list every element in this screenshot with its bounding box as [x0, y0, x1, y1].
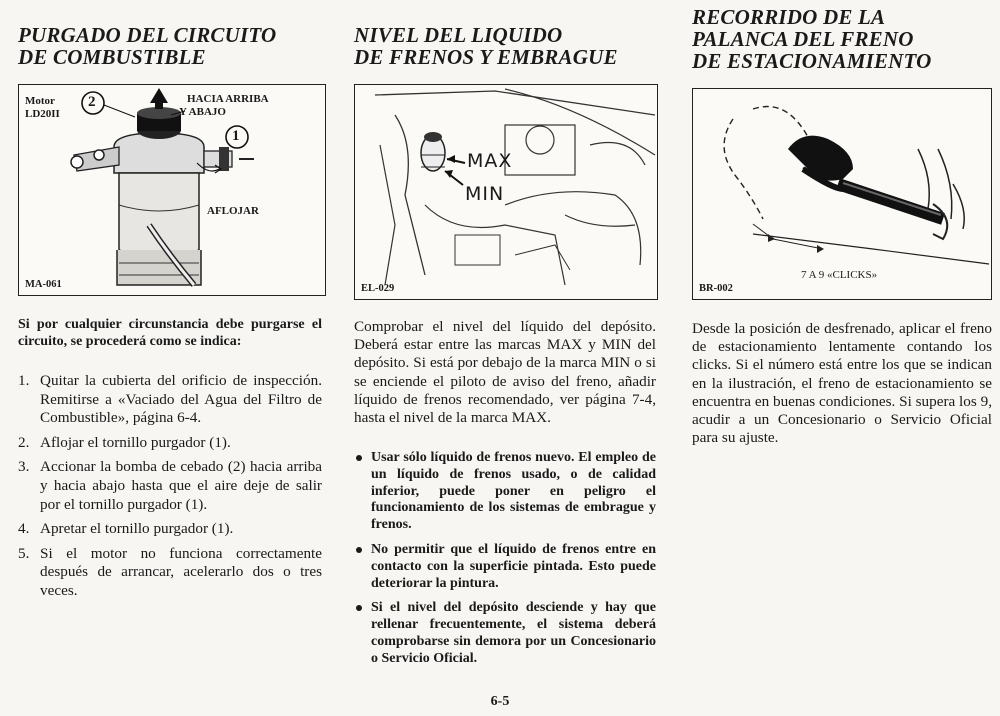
parking-brake-body: Desde la posición de desfrenado, aplicar el freno de estacionamiento lentamente contando los clicks. Si el número está entre los que se indican en la ilustración, el freno de estacionamiento se encuentra en buenas condiciones. Si supera los 9, acudir a un Concesionario o Servicio Oficial para su ajuste.	[692, 320, 992, 447]
brake-fluid-body: Comprobar el nivel del líquido del depósito. Deberá estar entre las marcas MAX y MIN del depósito. Si está por debajo de la marca MIN o si se enciende el piloto de aviso del freno, añadir líquido de frenos recomendado, ver página 7-4, hasta el nivel de la marca MAX.	[354, 318, 656, 427]
list-item: Usar sólo líquido de frenos nuevo. El empleo de un líquido de frenos usado, o de calidad inferior, puede poner en peligro el funcionamiento de los sistemas de embrague y frenos.	[354, 450, 656, 534]
max-mark-label: MAX	[467, 150, 513, 172]
fuel-section-title: PURGADO DEL CIRCUITO DE COMBUSTIBLE	[18, 23, 277, 69]
fuel-filter-illustration	[19, 85, 325, 295]
callout-bleed-screw: 1	[232, 128, 240, 144]
clicks-label: 7 A 9 «CLICKS»	[801, 269, 878, 281]
fuel-steps-list	[18, 372, 322, 607]
engine-bay-illustration	[355, 85, 657, 299]
brake-lever-illustration	[693, 89, 991, 299]
loosen-label: AFLOJAR	[207, 205, 259, 217]
list-item: No permitir que el líquido de frenos entre en contacto con la superficie pintada. Esto puede deteriorar la pintura.	[354, 542, 656, 592]
list-item: 1. Quitar la cubierta del orificio de inspección. Remitirse a «Vaciado del Agua del Filtro de Combustible», página 6-4.	[18, 372, 322, 427]
engine-label: Motor	[25, 95, 55, 107]
parking-brake-section-title: RECORRIDO DE LA PALANCA DEL FRENO DE ESTACIONAMIENTO	[692, 5, 932, 73]
fuel-filter-figure	[18, 84, 326, 296]
list-item: 4. Apretar el tornillo purgador (1).	[18, 520, 234, 538]
parking-brake-figure	[692, 88, 992, 300]
page-number: 6-5	[490, 694, 510, 709]
min-mark-label: MIN	[465, 183, 505, 205]
list-item: 2. Aflojar el tornillo purgador (1).	[18, 433, 231, 451]
list-item: 5. Si el motor no funciona correctamente después de arrancar, acelerarlo dos o tres veces.	[18, 544, 322, 599]
list-item: 3. Accionar la bomba de cebado (2) hacia arriba y hacia abajo hasta que el aire deje de salir por el tornillo purgador (1).	[18, 458, 322, 513]
fuel-intro: Si por cualquier circunstancia debe purgarse el circuito, se procederá como se indica:	[18, 317, 322, 349]
callout-priming-pump: 2	[88, 94, 96, 110]
list-item: Si el nivel del depósito desciende y hay que rellenar frecuentemente, el sistema deberá comprobarse sin demora por un Concesionario o Servicio Oficial.	[354, 600, 656, 667]
brake-fluid-section-title: NIVEL DEL LIQUIDO DE FRENOS Y EMBRAGUE	[354, 23, 618, 69]
up-down-label-line2: Y ABAJO	[179, 106, 226, 118]
figure-code: MA-061	[25, 279, 62, 290]
brake-fluid-figure	[354, 84, 658, 300]
brake-fluid-warnings	[354, 450, 656, 676]
figure-code: EL-029	[361, 283, 395, 294]
engine-model-label: LD20II	[25, 108, 60, 120]
up-down-label-line1: HACIA ARRIBA	[187, 93, 269, 105]
figure-code: BR-002	[699, 283, 733, 294]
